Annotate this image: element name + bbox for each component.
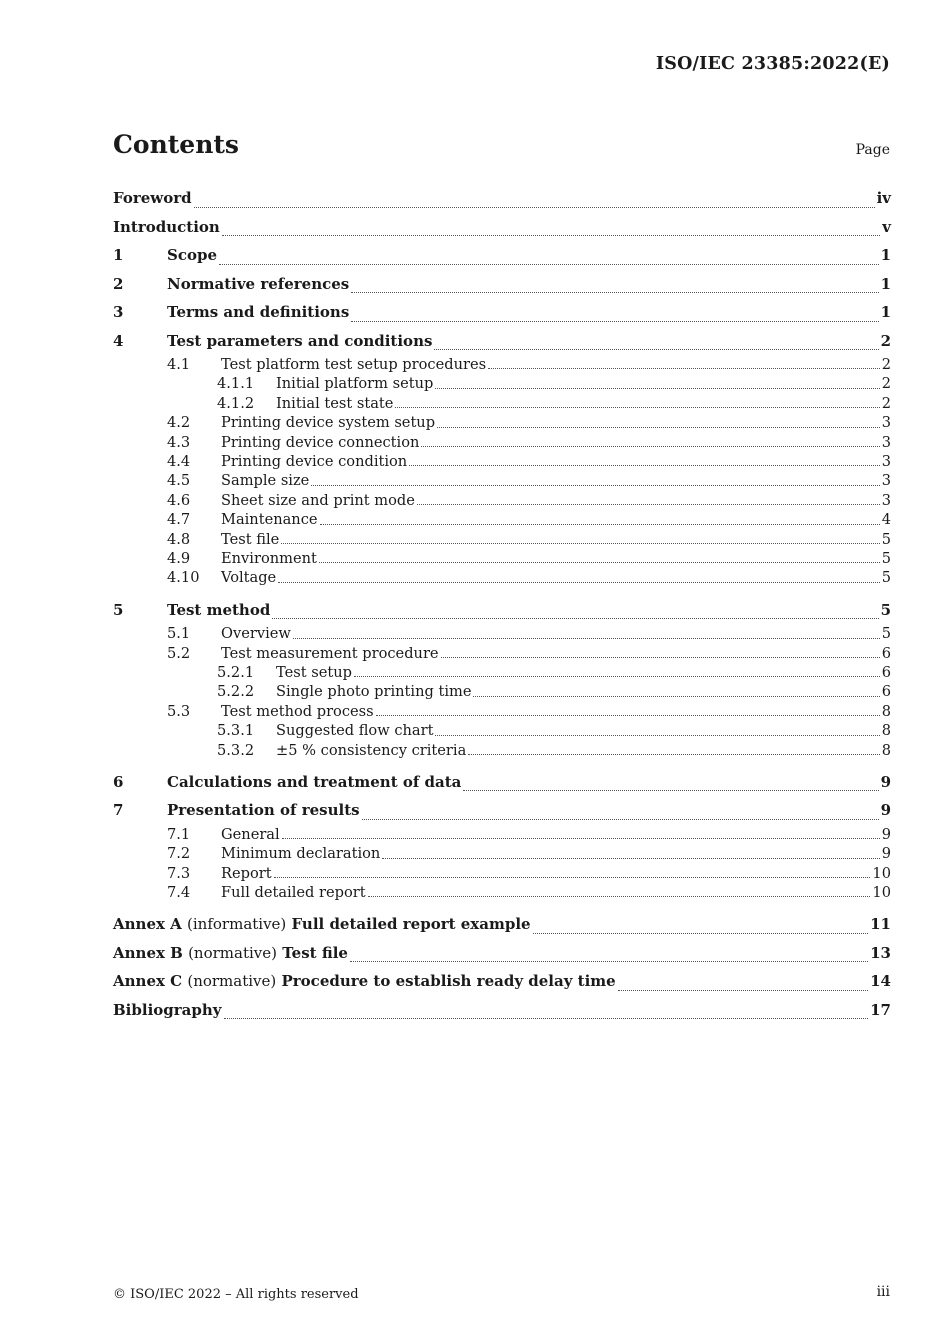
annex-label: Annex C	[113, 972, 183, 991]
toc-title: Printing device connection	[221, 433, 420, 451]
toc-title: Initial test state	[276, 394, 394, 412]
dot-leader	[351, 320, 878, 322]
toc-number: 4.3	[167, 433, 191, 451]
toc-entry-annex-b[interactable]	[113, 939, 891, 968]
toc-entry-7-4[interactable]	[113, 883, 891, 902]
toc-number: 4.8	[167, 530, 191, 548]
toc-number: 5.3.1	[217, 722, 255, 740]
dot-leader	[435, 734, 879, 736]
toc-title: Presentation of results	[167, 801, 360, 820]
dot-leader	[382, 857, 879, 859]
dot-leader	[421, 445, 879, 447]
toc-entry-5-3-1[interactable]	[113, 721, 891, 740]
toc-title: Minimum declaration	[221, 845, 381, 863]
dot-leader	[434, 348, 878, 350]
annex-title: Full detailed report example	[291, 915, 531, 934]
toc-entry-4-1-2[interactable]	[113, 394, 891, 413]
annex-title: Test file	[282, 943, 348, 962]
dot-leader	[272, 617, 878, 619]
toc-page: 2	[881, 394, 891, 412]
dot-leader	[293, 637, 880, 639]
toc-page: 10	[872, 884, 891, 902]
toc-entry-6[interactable]	[113, 768, 891, 797]
dot-leader	[368, 895, 871, 897]
toc-title: Scope	[167, 246, 218, 264]
toc-title: Bibliography	[113, 1000, 222, 1019]
dot-leader	[362, 818, 879, 820]
toc-title: Environment	[221, 549, 317, 567]
toc-entry-introduction[interactable]	[113, 213, 891, 242]
toc-page: 17	[870, 1000, 891, 1019]
toc-title	[113, 910, 531, 939]
dot-leader	[222, 234, 880, 236]
toc-entry-5-3-2[interactable]	[113, 741, 891, 760]
toc-entry-4-2[interactable]	[113, 413, 891, 432]
toc-number: 5.1	[167, 625, 191, 643]
toc-page: 5	[881, 625, 891, 643]
dot-leader	[282, 837, 880, 839]
toc-page: 3	[881, 433, 891, 451]
annex-label: Annex B	[113, 943, 183, 962]
toc-page: 13	[870, 943, 891, 962]
page-column-label: Page	[855, 142, 890, 158]
toc-page: 10	[872, 864, 891, 882]
toc-number: 7	[113, 801, 124, 820]
toc-page: 9	[881, 825, 891, 843]
toc-page: 6	[881, 644, 891, 662]
toc-number: 7.3	[167, 864, 191, 882]
toc-title: Full detailed report	[221, 884, 366, 902]
toc-number: 7.2	[167, 845, 191, 863]
toc-title: Sample size	[221, 472, 310, 490]
toc-title	[113, 967, 616, 996]
toc-number: 7.1	[167, 825, 191, 843]
toc-number: 4.1.2	[217, 394, 255, 412]
toc-number: 4.2	[167, 414, 191, 432]
toc-entry-5[interactable]	[113, 596, 891, 625]
toc-page: 5	[880, 600, 891, 619]
dot-leader	[278, 581, 880, 583]
toc-entry-4-5[interactable]	[113, 471, 891, 490]
toc-number: 6	[113, 772, 124, 791]
dot-leader	[319, 561, 880, 563]
dot-leader	[320, 523, 880, 525]
toc-page: 3	[881, 472, 891, 490]
toc-entry-4-3[interactable]	[113, 433, 891, 452]
toc-number: 5.3.2	[217, 741, 255, 759]
toc-title: Foreword	[113, 189, 192, 207]
toc-title: Test method process	[221, 702, 374, 720]
toc-page: 3	[881, 414, 891, 432]
dot-leader	[409, 464, 880, 466]
toc-title: Single photo printing time	[276, 683, 472, 701]
toc-page: 2	[881, 375, 891, 393]
toc-entry-5-1[interactable]	[113, 624, 891, 643]
toc-entry-4-9[interactable]	[113, 549, 891, 568]
toc-entry-5-2-2[interactable]	[113, 682, 891, 701]
toc-entry-4-1-1[interactable]	[113, 374, 891, 393]
toc-title: Terms and definitions	[167, 303, 350, 321]
dot-leader	[417, 503, 880, 505]
dot-leader	[350, 960, 868, 962]
toc-title: Test file	[221, 530, 280, 548]
dot-leader	[618, 989, 868, 991]
toc-title: Printing device condition	[221, 452, 408, 470]
dot-leader	[274, 876, 871, 878]
toc-page: 1	[880, 303, 891, 321]
toc-title	[113, 939, 348, 968]
dot-leader	[463, 789, 878, 791]
toc-title: Test parameters and conditions	[167, 331, 433, 350]
dot-leader	[488, 367, 880, 369]
toc-title: Test measurement procedure	[221, 644, 439, 662]
toc-page: 6	[881, 683, 891, 701]
toc-page: 9	[881, 845, 891, 863]
toc-number: 4.5	[167, 472, 191, 490]
toc-entry-4-1[interactable]	[113, 355, 891, 374]
toc-page: 5	[881, 549, 891, 567]
dot-leader	[435, 387, 879, 389]
toc-page: 6	[881, 663, 891, 681]
toc-title: ±5 % consistency criteria	[276, 741, 467, 759]
toc-number: 4.1.1	[217, 375, 255, 393]
document-reference: ISO/IEC 23385:2022(E)	[655, 54, 890, 74]
toc-number: 5.2.1	[217, 663, 255, 681]
annex-label: Annex A	[113, 915, 182, 934]
toc-entry-5-2-1[interactable]	[113, 663, 891, 682]
toc-page: 11	[870, 915, 891, 934]
toc-number: 4.10	[167, 569, 200, 587]
toc-number: 5.3	[167, 702, 191, 720]
toc-entry-7-1[interactable]	[113, 825, 891, 844]
toc-number: 4.1	[167, 356, 191, 373]
toc-entry-4-6[interactable]	[113, 491, 891, 510]
toc-page: 1	[880, 246, 891, 264]
toc-number: 5.2.2	[217, 683, 255, 701]
toc-title: Test setup	[276, 663, 352, 681]
toc-entry-3[interactable]	[113, 298, 891, 327]
toc-number: 1	[113, 246, 124, 264]
dot-leader	[468, 753, 879, 755]
toc-number: 4.9	[167, 549, 191, 567]
dot-leader	[533, 932, 869, 934]
page-number: iii	[876, 1284, 890, 1300]
toc-entry-4-7[interactable]	[113, 510, 891, 529]
dot-leader	[351, 291, 878, 293]
toc-page: 2	[880, 331, 891, 350]
toc-page: 14	[870, 972, 891, 991]
toc-page: 8	[881, 722, 891, 740]
toc-entry-annex-a[interactable]	[113, 910, 891, 939]
toc-entry-2[interactable]	[113, 270, 891, 299]
page-title: Contents	[113, 130, 240, 159]
toc-entry-bibliography[interactable]	[113, 996, 891, 1025]
toc-entry-4-8[interactable]	[113, 530, 891, 549]
toc-number: 4.6	[167, 491, 191, 509]
toc-entry-5-3[interactable]	[113, 702, 891, 721]
dot-leader	[437, 426, 880, 428]
toc-number: 4.7	[167, 511, 191, 529]
toc-title: Calculations and treatment of data	[167, 772, 462, 791]
copyright-notice: © ISO/IEC 2022 – All rights reserved	[113, 1287, 359, 1302]
toc-number: 4	[113, 331, 124, 350]
toc-page: 8	[881, 702, 891, 720]
toc-title: Sheet size and print mode	[221, 491, 415, 509]
toc-entry-foreword[interactable]	[113, 184, 891, 213]
toc-page: 5	[881, 569, 891, 587]
toc-title: Suggested flow chart	[276, 722, 434, 740]
toc-number: 5.2	[167, 644, 191, 662]
toc-title: Test platform test setup procedures	[221, 356, 487, 373]
toc-entry-1[interactable]	[113, 241, 891, 270]
dot-leader	[376, 714, 880, 716]
toc-number: 3	[113, 303, 124, 321]
toc-title: Voltage	[221, 569, 277, 587]
toc-entry-5-2[interactable]	[113, 644, 891, 663]
dot-leader	[441, 656, 880, 658]
toc-page: 3	[881, 452, 891, 470]
toc-title: Report	[221, 864, 272, 882]
toc-title: Initial platform setup	[276, 375, 434, 393]
annex-kind: (normative)	[188, 943, 277, 962]
toc-page: 1	[880, 274, 891, 293]
toc-number: 2	[113, 274, 124, 293]
annex-kind: (normative)	[187, 972, 277, 991]
dot-leader	[224, 1017, 869, 1019]
toc-title: Test method	[167, 600, 271, 619]
dot-leader	[281, 542, 879, 544]
toc-number: 5	[113, 600, 124, 619]
toc-page: 3	[881, 491, 891, 509]
dot-leader	[311, 484, 879, 486]
toc-page: 5	[881, 530, 891, 548]
toc-entry-7[interactable]	[113, 796, 891, 825]
toc-title: General	[221, 825, 280, 843]
toc-entry-annex-c[interactable]	[113, 967, 891, 996]
toc-page: 9	[880, 801, 891, 820]
toc-page: v	[882, 217, 891, 236]
toc-title: Maintenance	[221, 511, 318, 529]
toc-page: 9	[880, 772, 891, 791]
toc-number: 7.4	[167, 884, 191, 902]
toc-number: 4.4	[167, 452, 191, 470]
toc-page: 4	[881, 511, 891, 529]
annex-title: Procedure to establish ready delay time	[281, 972, 616, 991]
dot-leader	[219, 263, 879, 265]
dot-leader	[354, 675, 880, 677]
toc-page: 2	[881, 356, 891, 373]
toc-entry-4-10[interactable]	[113, 568, 891, 587]
dot-leader	[194, 206, 875, 208]
toc-entry-4-4[interactable]	[113, 452, 891, 471]
dot-leader	[473, 695, 879, 697]
toc-title: Overview	[221, 625, 291, 643]
toc-title: Normative references	[167, 274, 350, 293]
annex-kind: (informative)	[187, 915, 287, 934]
toc-page: iv	[876, 189, 891, 207]
toc-entry-7-2[interactable]	[113, 844, 891, 863]
dot-leader	[395, 406, 879, 408]
toc-entry-7-3[interactable]	[113, 864, 891, 883]
toc-page: 8	[881, 741, 891, 759]
toc-entry-4[interactable]	[113, 327, 891, 356]
toc-title: Printing device system setup	[221, 414, 436, 432]
table-of-contents	[113, 184, 891, 1024]
toc-title: Introduction	[113, 217, 220, 236]
